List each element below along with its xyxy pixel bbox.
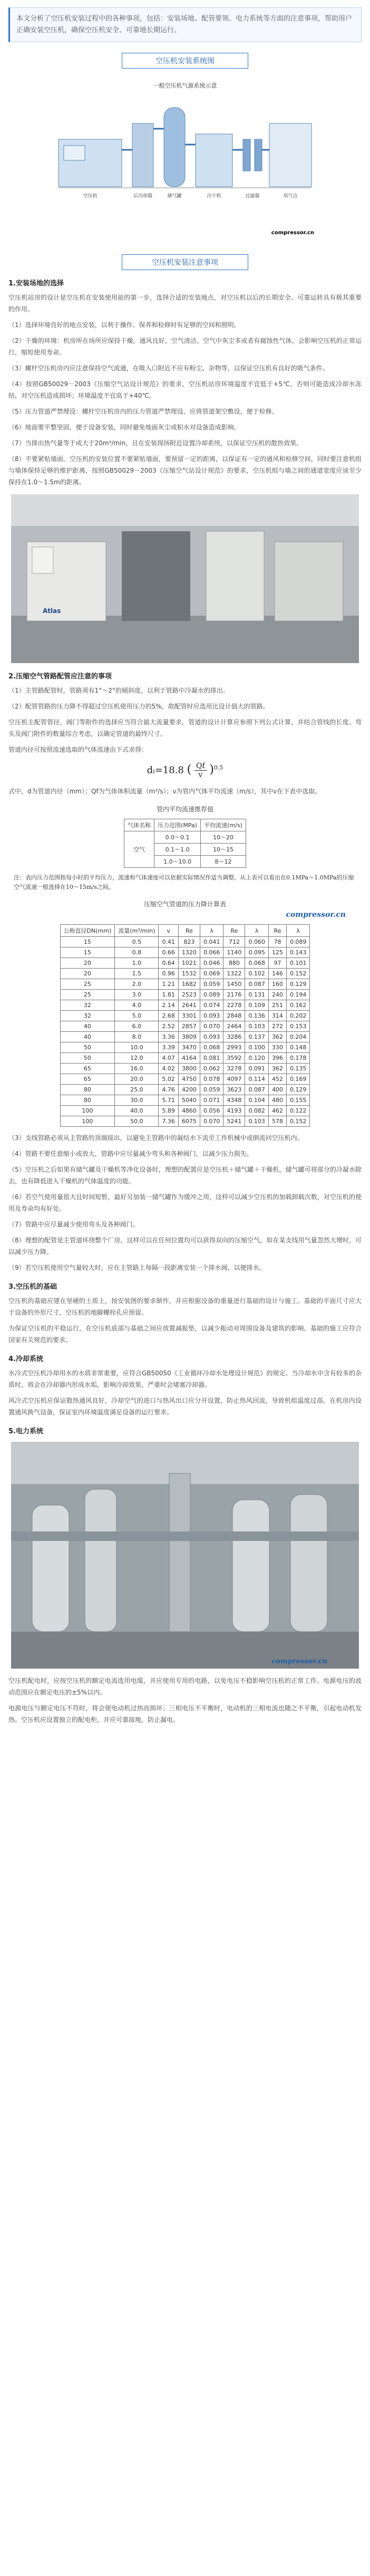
table2-cell: 20.0 [115,1074,159,1085]
intro-text: 本文分析了空压机安装过程中的各种事项，包括：安装场地、配管要领、电力系统等方面的注意事项，帮助用户正确安装空压机，确保空压机安全、可靠地长期运行。 [16,15,353,34]
table2-cell: 880 [223,958,245,969]
table1-cell: 0.1～1.0 [154,844,201,856]
table2-cell: 1450 [223,979,245,990]
table2-cell: 0.155 [286,1095,310,1106]
table2-cell: 823 [178,937,200,947]
para-4-2: 风冷式空压机应保证散热通风良好，冷却空气的进口与热风出口应分开设置，防止热风回流，导致机组温度过高。在机房内设置通风换气设备，保证室内环境温度满足设备的运行要求。 [8,1397,362,1416]
table2-cell: 20 [60,969,115,979]
table2-cell: 0.129 [286,1085,310,1095]
table2-cell: 400 [268,1085,286,1095]
table2-cell: 3286 [223,1032,245,1042]
table2-cell: 1322 [223,969,245,979]
table2-cell: 2523 [178,990,200,1000]
table2-cell: 80 [60,1085,115,1095]
article [0,7,370,1746]
para-2-6: （3）支线管路必须从主管路的顶端接出，以避免主管路中的凝结水下流至工作机械中或倒流回空压机内。 [8,1134,304,1142]
table2-cell: 0.153 [286,1021,310,1032]
table2-row [60,990,310,1000]
table2-cell: 1320 [178,947,200,958]
table2-cell: 40.0 [115,1106,159,1116]
flow-velocity-table [124,819,246,868]
table2-cell: 0.041 [200,937,223,947]
table2-cell: 2.52 [159,1021,179,1032]
subhead-4: 4.冷却系统 [8,1355,43,1363]
para-2-4: 管道内径可按照流速选取的气体流速由下式求得： [8,746,148,753]
table2-row [60,1116,310,1127]
table2-cell: 0.178 [286,1053,310,1064]
table2-cell: 0.120 [245,1053,269,1064]
table2-title: 压缩空气管道的压力降计算表 [143,901,226,908]
table2-cell: 0.152 [286,1116,310,1127]
table2-cell: 0.101 [286,958,310,969]
pressure-drop-table: 公称直径DN(mm) 流量(m³/min) ν Re λ Re λ Re λ 15 0.5 0.41 823 0.041 712 0.060 78 0.089 15 0.8 0.66 1320 0.066 1140 0.095 125 0.143 20 1.0 0.64 1021 0.046 880 0.068 97 0.101 20 1.5 0.96 1532 0.069 1322 0.102 146 0.152 25 2.0 1.21 1682 0.059 1450 0.087 160 0.129 25 3.0 1.81 2523 0.089 2176 0.131 240 0.194 32 4.0 2.14 2641 0.074 2278 0.109 251 0.162 32 5.0 2.68 3301 0.093 2848 0.136 314 0.202 40 6.0 2.52 2857 0.070 2464 0.103 272 0.153 40 8.0 3.36 3809 0.093 3286 0.137 362 0.204 50 10.0 3.39 3470 0.068 2993 0.100 330 0.148 50 12.0 4.07 4164 0.081 3592 0.120 396 0.178 65 16.0 4.02 3800 0.062 3278 0.091 362 0.135 65 20.0 5.02 4750 0.078 4097 0.114 452 0.169 80 25.0 4.76 4200 0.059 3623 0.087 400 0.129 80 30.0 5.71 5040 0.071 4348 0.104 480 0.155 100 40.0 5.89 4860 0.056 4193 0.082 462 0.122 100 50.0 7.36 6075 0.070 5241 0.103 578 0.152 [60,924,310,1127]
diagram-watermark: compressor.cn [271,230,314,236]
para-2-11: （8）理想的配管是主管道环绕整个厂房，这样可以在任何位置均可以获得双向的压缩空气。如在某支线用气量忽然大增时，可以减少压力降。 [8,1237,362,1256]
system-diagram [48,76,322,245]
table2-cell: 50 [60,1053,115,1064]
table1-cell: 0.0～0.1 [154,831,201,844]
table2-cell: 97 [268,958,286,969]
label-compressor: 空压机 [83,194,98,199]
table2-row [60,1095,310,1106]
para-1-8: （8）不要紧贴墙面。空压机的安装位置不要紧贴墙面，要预留一定的距离，以保证有一定的通风和检修空间，同时要注意机组与墙体保持足够的维护距离，按照GB50029－2003《压缩空气站设计规范》的要求，空压机组与墙之间的通道宽度应该至少保持在1.0～1.5m的距离。 [8,455,362,486]
table1-header-2: 平均流速(m/s) [201,819,246,831]
table2-cell: 0.078 [200,1074,223,1085]
table2-cell: 146 [268,969,286,979]
table2-cell: 3301 [178,1011,200,1021]
table2-cell: 125 [268,947,286,958]
table2-cell: 0.41 [159,937,179,947]
table2-header-b: 流量(m³/min) [115,925,159,937]
table2-row [60,1021,310,1032]
table2-cell: 0.056 [200,1106,223,1116]
para-2-8: （5）空压机之后如果有储气罐及干燥机等净化设备时，理想的配置应是空压机＋储气罐＋干燥机，储气罐可将部分的冷凝水除去，也有降低进入干燥机的气体温度的功能。 [8,1166,362,1185]
table2-cell: 0.046 [200,958,223,969]
para-3-1: 空压机的基础应建在坚硬的土质上，按安装图的要求制作，并应根据设备的重量进行基础的设计与施工。基础的平面尺寸应大于设备的外形尺寸，空压机的地脚螺栓孔应预留。 [8,1297,362,1316]
table1-header-0: 气体名称 [124,819,154,831]
pipework-photo [11,1442,359,1669]
table2-cell: 4860 [178,1106,200,1116]
para-3-2: 为保证空压机的平稳运行，在空压机底部与基础之间应放置减振垫，以减少振动对周围设备及建筑的影响。基础的施工应符合国家有关规范的要求。 [8,1325,362,1344]
table2-cell: 0.202 [286,1011,310,1021]
table2-cell: 3800 [178,1064,200,1074]
para-1-5: （5）压力管道严禁埋设：螺杆空压机房内的压力管道严禁埋设，应将管道架空敷设，便于检修。 [8,408,278,415]
table2-cell: 0.100 [245,1042,269,1053]
table2-cell: 480 [268,1095,286,1106]
user-point [269,123,311,187]
para-2-2: （2）配管管路的压力降不得超过空压机使用压力的5%，故配管时应选用比设计值大的管路。 [8,703,269,710]
table2-cell: 0.204 [286,1032,310,1042]
subhead-3: 3.空压机的基础 [8,1283,57,1291]
photo-brand-label: Atlas [43,607,61,615]
table2-cell: 0.093 [200,1032,223,1042]
table2-cell: 3.36 [159,1032,179,1042]
table2-cell: 0.64 [159,958,179,969]
table2-cell: 32 [60,1011,115,1021]
table2-cell: 0.066 [200,947,223,958]
table2-cell: 3.0 [115,990,159,1000]
table2-cell: 0.102 [245,969,269,979]
subhead-2: 2.压缩空气管路配管应注意的事项 [8,673,112,681]
table2-row [60,969,310,979]
table2-cell: 4193 [223,1106,245,1116]
table2-cell: 0.66 [159,947,179,958]
table2-cell: 0.137 [245,1032,269,1042]
subhead-1: 1.安装场地的选择 [8,280,64,288]
table2-cell: 314 [268,1011,286,1021]
table2-cell: 0.129 [286,979,310,990]
table2-cell: 65 [60,1064,115,1074]
formula-exponent: 0.5 [213,764,223,771]
table2-cell: 2176 [223,990,245,1000]
table2-row [60,1106,310,1116]
para-2-10: （7）管路中应尽量减少使用弯头及各种阀门。 [8,1221,139,1228]
table2-cell: 0.093 [200,1011,223,1021]
table2-cell: 3470 [178,1042,200,1053]
table2-cell: 78 [268,937,286,947]
table2-row [60,1042,310,1053]
table2-cell: 1532 [178,969,200,979]
table2-cell: 6.0 [115,1021,159,1032]
table2-row [60,1011,310,1021]
para-5-2: 电源电压与额定电压不符时，将会使电动机过热而损坏；三相电压不平衡时，电动机的三相电流也随之不平衡，引起电动机发热。空压机应设置独立的配电柜，并应可靠接地，防止漏电。 [8,1704,362,1723]
table2-cell: 5.0 [115,1011,159,1021]
para-1-7: （7）当排出热气量等于或大于20m³/min，且在安装现场附近设置冷却系统，以保证空压机的散热效果。 [8,439,303,447]
table2-cell: 1021 [178,958,200,969]
pipe-diameter-formula: dᵢ=18.8 ( $\frac{Qf}{v}$ )$^{0.5}$ [147,762,223,779]
table2-cell: 396 [268,1053,286,1064]
table2-cell: 5241 [223,1116,245,1127]
table2-cell: 12.0 [115,1053,159,1064]
table2-cell: 0.059 [200,979,223,990]
table2-cell: 0.194 [286,990,310,1000]
para-1-0: 空压机站房的设计是空压机在安装使用前的第一步，选择合适的安装地点，对空压机以后的长期安全、可靠运转具有极其重要的作用。 [8,294,362,313]
table2-header-a: 公称直径DN(mm) [60,925,115,937]
table2-cell: 4750 [178,1074,200,1085]
table2-row [60,958,310,969]
para-2-3: 空压机主配管管径，阀门等附件的选择应当符合最大流量要求，管道的设计计算应参照下列公式计算，并结合管线的长度、弯头及阀门附件的数量综合考虑，以确定管道的最终尺寸。 [8,719,362,738]
table1-cell: 10～20 [201,831,246,844]
table2-cell: 0.8 [115,947,159,958]
table2-cell: 7.36 [159,1116,179,1127]
table2-cell: 452 [268,1074,286,1085]
table2-cell: 712 [223,937,245,947]
table2-cell: 32 [60,1000,115,1011]
diagram-caption: 一般空压机气源系统示意 [153,82,217,89]
table2-cell: 0.169 [286,1074,310,1085]
table2-cell: 330 [268,1042,286,1053]
table2-cell: 25 [60,979,115,990]
table2-cell: 2.0 [115,979,159,990]
table2-cell: 2993 [223,1042,245,1053]
table2-cell: 0.062 [200,1064,223,1074]
table1-cell: 10～15 [201,844,246,856]
table2-cell: 15 [60,947,115,958]
table2-watermark: compressor.cn [286,911,346,919]
label-aftercooler: 后冷却器 [133,194,153,199]
table2-cell: 1682 [178,979,200,990]
filter-1 [243,139,250,171]
table2-cell: 3592 [223,1053,245,1064]
table2-cell: 0.162 [286,1000,310,1011]
para-5-1: 空压机配电时，应按空压机的额定电流选用电缆，并应使用专用的电路，以免电压不稳影响空压机的正常工作。电源电压的波动范围应在额定电压的±5%以内。 [8,1677,362,1696]
diagram-section-title: 空压机安装系统图 [122,53,248,69]
label-dryer: 冷干机 [207,194,221,199]
table2-cell: 578 [268,1116,286,1127]
table2-cell: 0.069 [200,969,223,979]
table2-cell: 65 [60,1074,115,1085]
photo-watermark: compressor.cn [271,1658,327,1665]
subhead-5: 5.电力系统 [8,1428,43,1435]
table2-cell: 362 [268,1064,286,1074]
para-2-12: （9）若空压机使用空气量较大时，应在主管路上每隔一段距离安装一个排水阀，以便排水。 [8,1264,266,1271]
table2-cell: 4200 [178,1085,200,1095]
table2-cell: 0.103 [245,1021,269,1032]
table2-cell: 1.81 [159,990,179,1000]
table2-cell: 4.02 [159,1064,179,1074]
table2-cell: 272 [268,1021,286,1032]
para-1-2: （2）干燥的环境：机房所在场所应保持干燥，通风良好，空气清洁。空气中灰尘多或者有腐蚀性气体，会影响空压机的正常运行，缩短使用寿命。 [8,337,362,356]
para-4-1: 水冷式空压机冷却用水的水质非常重要，应符合GB50050《工业循环冷却水处理设计规范》的规定。当冷却水中含有较多的杂质时，将会在冷却器内形成水垢，影响冷却效果，严重时会堵塞冷却器。 [8,1370,362,1388]
table2-cell: 0.068 [245,958,269,969]
para-2-7: （4）管路不要任意缩小或放大，管路中应尽量减少弯头和各种阀门，以减少压力损失。 [8,1150,253,1157]
table2-cell: 0.109 [245,1000,269,1011]
install-section-title: 空压机安装注意事项 [122,254,248,270]
table2-cell: 4.76 [159,1085,179,1095]
para-2-9: （6）若空气使用量很大且时间短暂，最好另加装一储气罐作为缓冲之用，这样可以减少空压机的加载卸载次数，对空压机的使用及寿命均有好处。 [8,1193,362,1212]
table2-cell: 4348 [223,1095,245,1106]
table1-title: 管内平均流速推荐值 [156,806,213,813]
table2-cell: 25.0 [115,1085,159,1095]
table2-cell: 0.122 [286,1106,310,1116]
table2-cell: 0.082 [245,1106,269,1116]
table1-note: 注：表内压力范围指每小时的平均压力，流速和气体速度可以依据实际情况作适当调整。从上表可以看出在0.1MPa～1.0MPa的压缩空气流速一般选择在10～15m/s之间。 [14,874,354,890]
table2-cell: 2.68 [159,1011,179,1021]
table2-cell: 1.5 [115,969,159,979]
table2-cell: 0.5 [115,937,159,947]
table2-row [60,937,310,947]
table2-cell: 0.143 [286,947,310,958]
table2-cell: 3809 [178,1032,200,1042]
para-1-3: （3）螺杆空压机房内应注意保持空气流通，在吸入口附近不应有粉尘、杂物等，以保证空压机有良好的吸气条件。 [8,365,329,372]
table2-cell: 0.089 [286,937,310,947]
table2-cell: 1.21 [159,979,179,990]
table2-cell: 0.152 [286,969,310,979]
table2-cell: 2464 [223,1021,245,1032]
table1-medium: 空气 [124,831,154,868]
table2-cell: 4.07 [159,1053,179,1064]
table2-cell: 0.104 [245,1095,269,1106]
aftercooler [132,123,153,187]
table2-cell: 6075 [178,1116,200,1127]
filter-2 [255,139,262,171]
table2-row [60,1085,310,1095]
table2-cell: 40 [60,1032,115,1042]
table2-cell: 2857 [178,1021,200,1032]
table2-cell: 30.0 [115,1095,159,1106]
table2-cell: 0.074 [200,1000,223,1011]
table2-cell: 4097 [223,1074,245,1085]
formula-denominator: v [198,771,203,779]
system-diagram-figure [11,76,359,245]
table2-row [60,947,310,958]
table1-header-1: 压力范围(MPa) [154,819,201,831]
table2-cell: 0.131 [245,990,269,1000]
table2-cell: 2278 [223,1000,245,1011]
table2-cell: 16.0 [115,1064,159,1074]
table2-cell: 160 [268,979,286,990]
table2-cell: 0.068 [200,1042,223,1053]
label-filter: 过滤器 [245,194,260,199]
table2-cell: 10.0 [115,1042,159,1053]
table2-cell: 50 [60,1042,115,1053]
table2-cell: 20 [60,958,115,969]
formula-numerator: Qf [194,762,207,771]
table2-cell: 0.148 [286,1042,310,1053]
table2-cell: 8.0 [115,1032,159,1042]
table2-row [60,1064,310,1074]
formula-lhs: dᵢ=18.8 [147,764,184,776]
table2-cell: 1140 [223,947,245,958]
table2-cell: 2848 [223,1011,245,1021]
para-1-4: （4）按照GB50029－2003《压缩空气站设计规范》的要求，空压机站房环境温度不宜低于+5℃，否则可能造成冷却水冻结，对空压机造成损坏；环境温度不宜高于+40℃。 [8,380,362,399]
table2-cell: 0.135 [286,1064,310,1074]
table2-cell: 0.071 [200,1095,223,1106]
table2-cell: 2.14 [159,1000,179,1011]
table2-cell: 251 [268,1000,286,1011]
table2-cell: 1.0 [115,958,159,969]
table2-cell: 0.103 [245,1116,269,1127]
table2-cell: 0.070 [200,1116,223,1127]
table2-cell: 5040 [178,1095,200,1106]
intro-box [8,7,362,42]
table2-cell: 240 [268,990,286,1000]
table2-cell: 0.059 [200,1085,223,1095]
table2-cell: 0.089 [200,990,223,1000]
para-1-1: （1）选择环境良好的地点安装，以利于操作、保养和检修时有足够的空间和照明。 [8,321,240,329]
table2-cell: 50.0 [115,1116,159,1127]
table2-cell: 0.091 [245,1064,269,1074]
dryer [196,134,232,187]
table2-cell: 3278 [223,1064,245,1074]
compressor-room-photo [11,494,359,663]
table2-cell: 362 [268,1032,286,1042]
table2-cell: 15 [60,937,115,947]
para-2-5: 式中，d为管道内径（mm）；Qf为气体体积流量（m³/s）；ν为管内气体平均流速（m/s），其中v在下表中选取。 [8,788,322,795]
table1-cell: 8～12 [201,856,246,868]
table2-cell: 5.89 [159,1106,179,1116]
table2-cell: 4.0 [115,1000,159,1011]
table2-cell: 0.070 [200,1021,223,1032]
table2-cell: 5.02 [159,1074,179,1085]
table2-cell: 5.71 [159,1095,179,1106]
air-tank [164,108,185,187]
para-2-1: （1）主管路配管时，管路须有1°～2°的倾斜度，以利于管路中冷凝水的排出。 [8,687,229,694]
table2-cell: 80 [60,1095,115,1106]
table2-row [60,979,310,990]
table2-cell: 0.96 [159,969,179,979]
table2-cell: 0.095 [245,947,269,958]
table2-cell: 40 [60,1021,115,1032]
table2-cell: 2641 [178,1000,200,1011]
table2-cell: 0.060 [245,937,269,947]
table2-row [60,1074,310,1085]
table2-cell: 25 [60,990,115,1000]
table2-row [60,1053,310,1064]
table2-cell: 100 [60,1106,115,1116]
table1-cell: 1.0～10.0 [154,856,201,868]
table2-cell: 4164 [178,1053,200,1064]
table2-cell: 0.087 [245,979,269,990]
label-tank: 储气罐 [167,194,182,199]
table2-cell: 0.136 [245,1011,269,1021]
table2-cell: 0.087 [245,1085,269,1095]
table2-row [60,1000,310,1011]
label-user: 用气点 [283,194,298,199]
compressor-panel [64,146,85,160]
para-1-6: （6）地面要平整坚固，便于设备安装，同时避免地面灰尘或积水对设备造成影响。 [8,424,240,431]
table2-row [60,1032,310,1042]
table2-cell: 0.114 [245,1074,269,1085]
table2-cell: 100 [60,1116,115,1127]
table2-cell: 3.39 [159,1042,179,1053]
table2-cell: 3623 [223,1085,245,1095]
table2-cell: 462 [268,1106,286,1116]
table2-cell: 0.081 [200,1053,223,1064]
